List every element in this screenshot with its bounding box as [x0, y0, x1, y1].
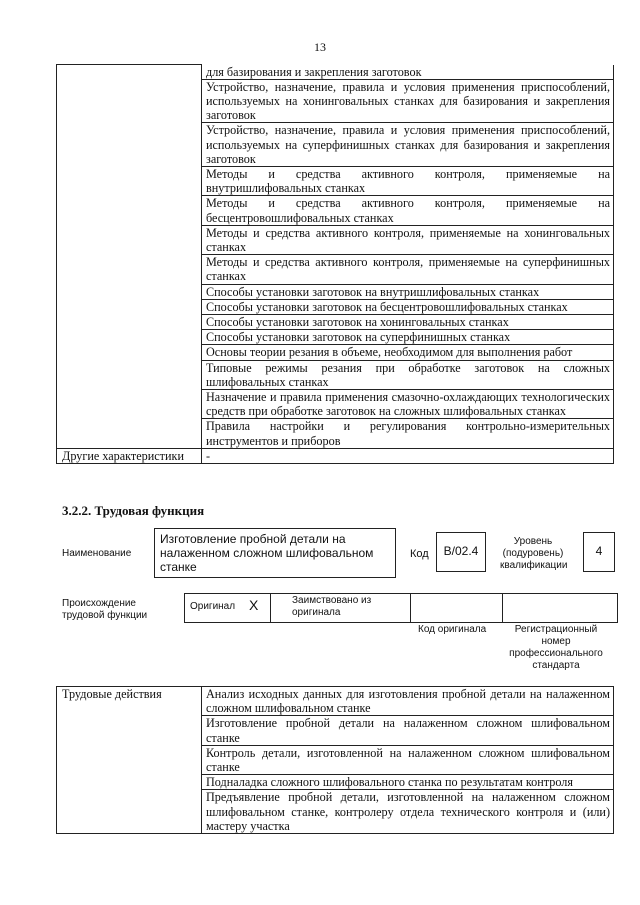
level-box: [583, 532, 615, 572]
reg-number-label: Регистрационный номер профессионального стандарта: [509, 624, 603, 671]
page-number: 13: [314, 40, 326, 54]
origin-divider-3: [502, 593, 503, 622]
labor-action-item: Контроль детали, изготовленной на налаженном сложном шлифовальном станке: [202, 745, 614, 774]
other-characteristics-label: Другие характеристики: [57, 448, 202, 463]
knowledge-item: Методы и средства активного контроля, применяемые на внутришлифовальных станках: [202, 166, 614, 195]
section-title: 3.2.2. Трудовая функция: [62, 503, 205, 518]
knowledge-item: Способы установки заготовок на внутришлифовальных станках: [202, 284, 614, 299]
labor-action-item: Подналадка сложного шлифовального станка по результатам контроля: [202, 775, 614, 790]
borrowed-label: Заимствовано из оригинала: [292, 595, 372, 618]
name-label: Наименование: [62, 548, 132, 559]
other-characteristics-value: -: [202, 448, 614, 463]
name-box: [154, 528, 396, 578]
code-value: B/02.4: [443, 544, 479, 558]
labor-actions-label: Трудовые действия: [57, 687, 202, 834]
knowledge-item: Методы и средства активного контроля, применяемые на хонинговальных станках: [202, 225, 614, 254]
knowledge-item: Назначение и правила применения смазочно-охлаждающих технологических средств при обработке заготовок на сложных шлифовальных станках: [202, 389, 614, 418]
knowledge-label-cell: [57, 65, 202, 449]
knowledge-item: Методы и средства активного контроля, применяемые на бесцентровошлифовальных станках: [202, 196, 614, 225]
knowledge-item: Устройство, назначение, правила и условия применения приспособлений, используемых на суперфинишных станках для базирования и закрепления заготовок: [202, 123, 614, 167]
knowledge-item: для базирования и закрепления заготовок: [202, 65, 614, 80]
labor-action-item: Предъявление пробной детали, изготовленной на налаженном сложном шлифовальном станке, контролеру отдела технического контроля и (или) мастеру участка: [202, 790, 614, 834]
labor-action-item: Анализ исходных данных для изготовления пробной детали на налаженном сложном шлифовальном станке: [202, 687, 614, 716]
code-box: [436, 532, 486, 572]
knowledge-item: Методы и средства активного контроля, применяемые на суперфинишных станках: [202, 255, 614, 284]
knowledge-item: Правила настройки и регулирования контрольно-измерительных инструментов и приборов: [202, 419, 614, 448]
knowledge-item: Основы теории резания в объеме, необходимом для выполнения работ: [202, 345, 614, 360]
knowledge-item: Способы установки заготовок на хонинговальных станках: [202, 314, 614, 329]
labor-action-item: Изготовление пробной детали на налаженном сложном шлифовальном станке: [202, 716, 614, 745]
origin-divider-2: [410, 593, 411, 622]
original-mark: X: [249, 597, 259, 613]
origin-label: Происхождение трудовой функции: [62, 598, 148, 621]
code-original-label: Код оригинала: [418, 624, 487, 635]
origin-divider-1: [270, 593, 271, 622]
labor-actions-table: [56, 686, 614, 834]
knowledge-item: Устройство, назначение, правила и условия применения приспособлений, используемых на хонинговальных станках для базирования и закрепления заготовок: [202, 79, 614, 123]
knowledge-item: Способы установки заготовок на суперфинишных станках: [202, 330, 614, 345]
other-characteristics-row: [57, 448, 614, 463]
knowledge-item: Способы установки заготовок на бесцентровошлифовальных станках: [202, 299, 614, 314]
code-label: Код: [410, 548, 429, 560]
knowledge-item: Типовые режимы резания при обработке заготовок на сложных шлифовальных станках: [202, 360, 614, 389]
level-value: 4: [595, 544, 603, 558]
labor-action-row: [57, 687, 614, 716]
level-label: Уровень (подуровень) квалификации: [500, 536, 568, 571]
knowledge-table: [56, 64, 614, 464]
original-label: Оригинал: [190, 601, 236, 612]
name-value: Изготовление пробной детали на налаженном сложном шлифовальном станке: [160, 532, 374, 574]
knowledge-row: [57, 65, 614, 80]
